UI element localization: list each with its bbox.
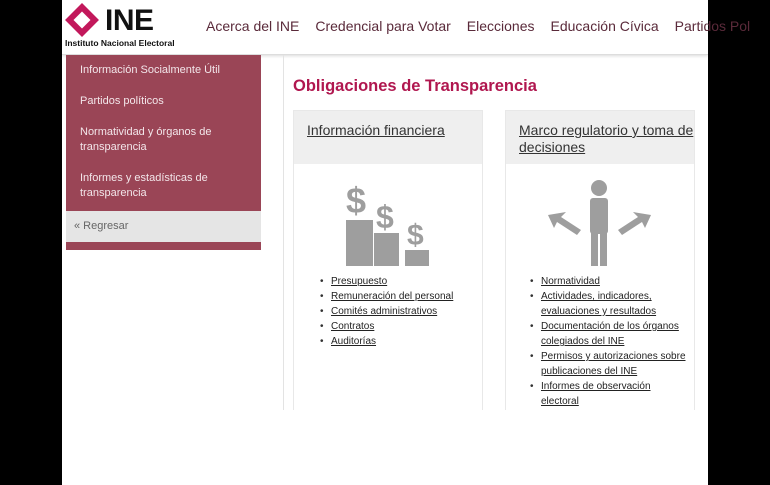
content-divider bbox=[283, 55, 284, 415]
nav-acerca[interactable]: Acerca del INE bbox=[206, 18, 300, 34]
ine-logo-mark-icon bbox=[65, 3, 99, 37]
nav-credencial[interactable]: Credencial para Votar bbox=[315, 18, 451, 34]
list-item bbox=[530, 289, 690, 319]
page-bottom-blank bbox=[62, 410, 708, 485]
list-item bbox=[320, 289, 453, 304]
sidebar-item-normatividad[interactable]: Normatividad y órganos de transparencia bbox=[80, 126, 212, 153]
ine-logo[interactable] bbox=[65, 6, 189, 48]
list-item bbox=[530, 274, 690, 289]
sidebar bbox=[66, 55, 261, 250]
link-normatividad[interactable]: Normatividad bbox=[541, 276, 600, 287]
list-item bbox=[320, 304, 453, 319]
nav-educacion-civica[interactable]: Educación Cívica bbox=[550, 18, 659, 34]
list-item bbox=[320, 274, 453, 289]
marco-links bbox=[530, 274, 690, 409]
card-title-marco[interactable]: Marco regulatorio y toma de decisiones bbox=[506, 111, 694, 164]
person-decision-icon bbox=[506, 175, 694, 273]
sidebar-item-partidos[interactable]: Partidos políticos bbox=[80, 95, 164, 107]
nav-partidos[interactable]: Partidos Pol bbox=[674, 18, 751, 34]
list-item bbox=[320, 334, 453, 349]
link-actividades[interactable]: Actividades, indicadores, evaluaciones y resultados bbox=[541, 291, 657, 317]
main-nav bbox=[206, 18, 750, 34]
back-link[interactable]: « Regresar bbox=[66, 211, 261, 242]
svg-text:$: $ bbox=[346, 180, 367, 221]
svg-text:$: $ bbox=[376, 199, 394, 235]
link-contratos[interactable]: Contratos bbox=[331, 321, 375, 332]
financiera-links bbox=[320, 274, 453, 349]
link-presupuesto[interactable]: Presupuesto bbox=[331, 276, 388, 287]
logo-name: INE bbox=[105, 4, 154, 37]
list-item bbox=[530, 319, 690, 349]
link-auditorias[interactable]: Auditorías bbox=[331, 336, 377, 347]
link-comites[interactable]: Comités administrativos bbox=[331, 306, 438, 317]
list-item bbox=[320, 319, 453, 334]
site-header bbox=[62, 0, 751, 55]
link-documentacion[interactable]: Documentación de los órganos colegiados del INE bbox=[541, 321, 679, 347]
sidebar-item-informacion-util[interactable]: Información Socialmente Útil bbox=[80, 64, 221, 76]
page-title: Obligaciones de Transparencia bbox=[293, 77, 537, 95]
sidebar-item-informes[interactable]: Informes y estadísticas de transparencia bbox=[80, 172, 208, 199]
list-item bbox=[530, 379, 690, 409]
card-informacion-financiera bbox=[293, 110, 483, 415]
link-remuneracion[interactable]: Remuneración del personal bbox=[331, 291, 454, 302]
browser-viewport bbox=[62, 0, 751, 485]
link-permisos[interactable]: Permisos y autorizaciones sobre publicaciones del INE bbox=[541, 351, 686, 377]
card-marco-regulatorio bbox=[505, 110, 695, 415]
money-bars-icon bbox=[294, 175, 482, 273]
link-informes-observacion[interactable]: Informes de observación electoral bbox=[541, 381, 651, 407]
sidebar-bottom-bar bbox=[66, 242, 261, 250]
nav-elecciones[interactable]: Elecciones bbox=[466, 18, 535, 34]
svg-text:$: $ bbox=[407, 219, 424, 252]
logo-subtitle: Instituto Nacional Electoral bbox=[65, 38, 175, 48]
card-title-financiera[interactable]: Información financiera bbox=[294, 111, 482, 164]
list-item bbox=[530, 349, 690, 379]
